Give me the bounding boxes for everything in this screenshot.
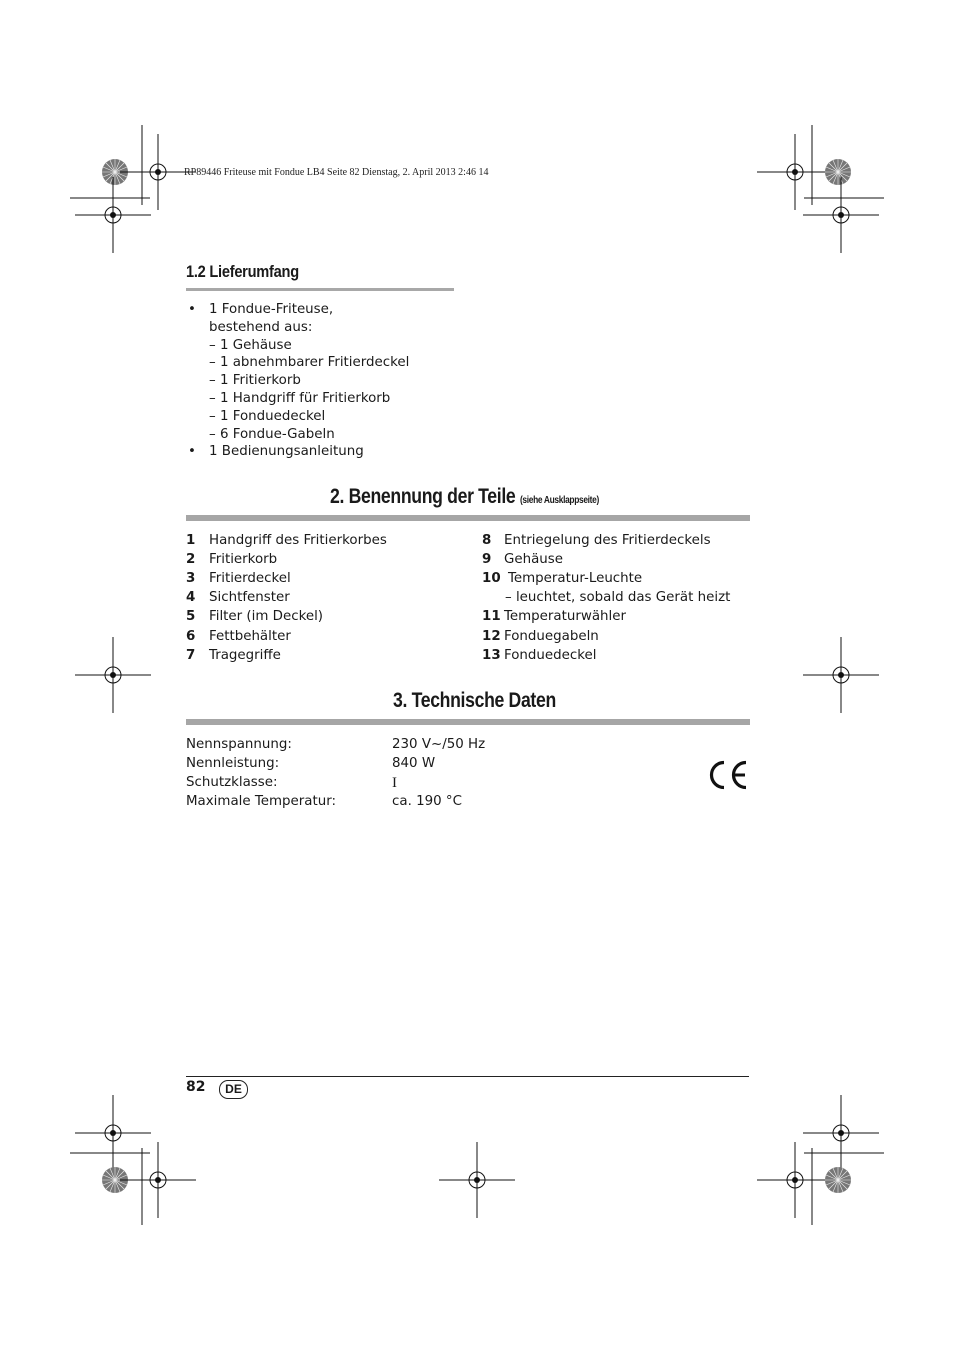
part-row: 3 Fritierdeckel <box>186 571 291 586</box>
spec-value: 840 W <box>392 756 436 771</box>
print-header: RP89446 Friteuse mit Fondue LB4 Seite 82 Dienstag, 2. April 2013 2:46 14 <box>184 167 489 178</box>
part-row: – leuchtet, sobald das Gerät heizt <box>505 590 731 605</box>
part-row: 7 Tragegriffe <box>186 648 281 663</box>
spec-value: ca. 190 °C <box>392 794 462 809</box>
section-1-2-title: 1.2 Lieferumfang <box>186 262 299 281</box>
part-row: 9 Gehäuse <box>482 552 564 567</box>
ce-mark-icon <box>705 759 749 791</box>
spec-label: Maximale Temperatur: <box>186 794 337 809</box>
section-2-title-text: 2. Benennung der Teile <box>330 485 516 508</box>
part-row: 1 Handgriff des Fritierkorbes <box>186 533 387 548</box>
spec-label: Nennspannung: <box>186 737 292 752</box>
part-row: 8 Entriegelung des Fritierdeckels <box>482 533 711 548</box>
language-badge: DE <box>219 1080 248 1099</box>
part-row: 5 Filter (im Deckel) <box>186 609 324 624</box>
footer-rule <box>186 1076 749 1077</box>
section-3-title: 3. Technische Daten <box>393 689 556 712</box>
spec-value: 230 V~/50 Hz <box>392 737 486 752</box>
part-row: 6 Fettbehälter <box>186 629 291 644</box>
spec-label: Schutzklasse: <box>186 775 278 790</box>
part-row: 12 Fonduegabeln <box>482 629 599 644</box>
part-row: 4 Sichtfenster <box>186 590 290 605</box>
part-row: 11 Temperaturwähler <box>482 609 626 624</box>
part-row: 13 Fonduedeckel <box>482 648 597 663</box>
part-row: 10 Temperatur-Leuchte <box>482 571 643 586</box>
page-number: 82 <box>186 1079 206 1095</box>
spec-label: Nennleistung: <box>186 756 280 771</box>
spec-value: I <box>392 775 397 791</box>
part-row: 2 Fritierkorb <box>186 552 278 567</box>
section-2-subtitle: (siehe Ausklappseite) <box>519 495 599 506</box>
